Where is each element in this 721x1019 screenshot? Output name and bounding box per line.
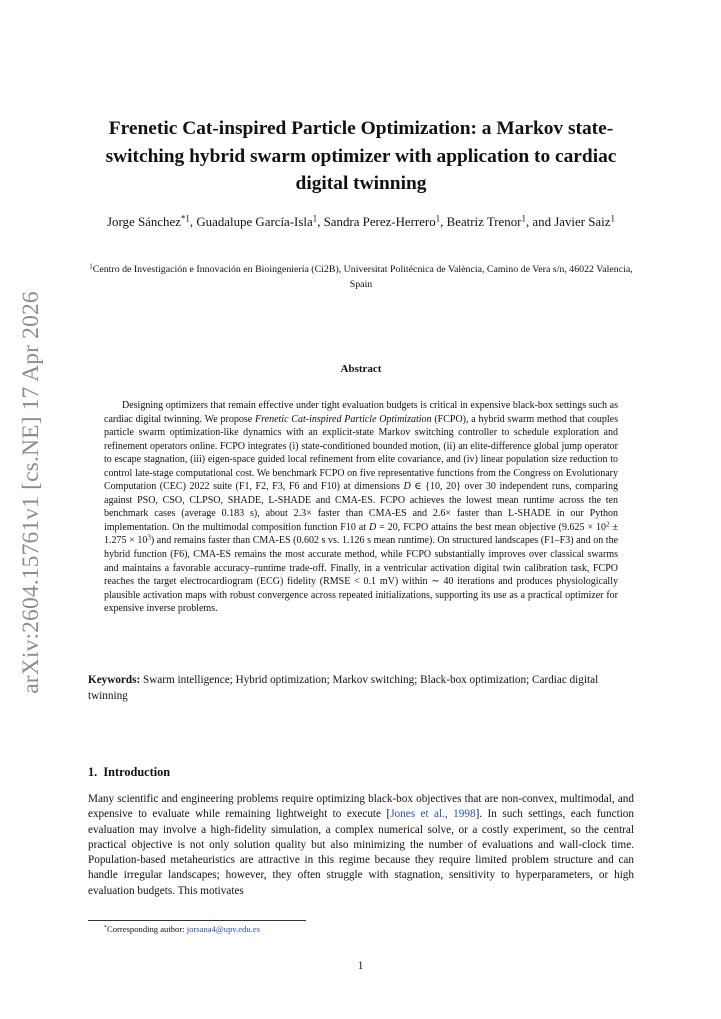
affiliation-mark: 1 — [89, 263, 93, 271]
author-affiliation-mark: 1 — [610, 213, 615, 224]
section-number: 1. — [88, 765, 98, 779]
arxiv-identifier-text: arXiv:2604.15761v1 [cs.NE] 17 Apr 2026 — [17, 290, 44, 694]
footnote — [104, 923, 260, 935]
footnote-label: Corresponding author: — [107, 924, 187, 934]
abstract-emphasis: D — [368, 521, 377, 533]
affiliation-text: Centro de Investigación e Innovación en Bioingeniería (Ci2B), Universitat Politécnica de València, Camino de Vera s/n, 46022 Valencia, Spain — [92, 264, 633, 290]
author-name: Javier Saiz — [554, 215, 611, 229]
author-name: Sandra Perez-Herrero — [323, 215, 436, 229]
author-name: Beatriz Trenor — [446, 215, 522, 229]
author-name: Jorge Sánchez — [107, 215, 181, 229]
citation-link[interactable]: Jones et al., 1998 — [390, 808, 476, 821]
page-number: 1 — [357, 960, 364, 972]
section-heading — [88, 765, 170, 780]
introduction-text: ]. In such settings, each function evaluation may involve a high-fidelity simulation, a complex numerical solve, or a costly experiment, so the central practical objective is not only solution quality but also minimizing the number of evaluations and wall-clock time. Population-based metaheuristics are attractive in this regime because they require limited problem structure and can handle irregular landscapes; however, they often struggle with stagnation, sensitivity to hyperparameters, or high evaluation budgets. This motivates — [88, 808, 634, 897]
introduction-body — [88, 792, 634, 899]
author-affiliation-mark: 1 — [312, 213, 318, 224]
footnote-mark: * — [104, 925, 108, 931]
footnote-divider — [88, 920, 306, 921]
keywords-label: Keywords: — [88, 674, 141, 686]
abstract-text: = 20, FCPO attains the best mean objective (9.625 × 10 — [376, 521, 607, 533]
paper-title: Frenetic Cat-inspired Particle Optimization: a Markov state-switching hybrid swarm optimizer with application to cardiac digital twinning — [105, 118, 617, 194]
section-title: Introduction — [103, 765, 171, 779]
affiliation — [88, 263, 634, 292]
abstract-text: ± 1.275 × 10 — [104, 521, 619, 547]
keywords-text: Swarm intelligence; Hybrid optimization; Markov switching; Black-box optimization; Cardiac digital twinning — [88, 674, 599, 702]
author-affiliation-mark: *1 — [180, 213, 190, 224]
abstract-heading: Abstract — [340, 363, 382, 375]
author-name: Guadalupe García-Isla — [196, 215, 313, 229]
abstract-superscript: 3 — [147, 533, 151, 542]
author-list: Jorge Sánchez$^{*1}$, Guadalupe García-Isla$^1$, Sandra Perez-Herrero$^1$, Beatriz Trenor$^1$, and Javier Saiz$^1$ — [107, 213, 615, 229]
author-affiliation-mark: 1 — [435, 213, 441, 224]
arxiv-identifier-stamp — [14, 290, 48, 694]
corresponding-email-link[interactable]: jorsana4@upv.edu.es — [186, 924, 260, 934]
abstract-body — [104, 399, 618, 616]
abstract-emphasis: D — [403, 481, 411, 493]
abstract-text: ) and remains faster than CMA-ES (0.602 s vs. 1.126 s mean runtime). On structured landscapes (F1–F3) and on the hybrid function (F6), CMA-ES remains the most accurate method, while FCPO substantially improves over classical swarms and maintains a favorable accuracy–runtime trade-off. Finally, in a ventricular activation digital twin calibration task, FCPO reaches the target electrocardiogram (ECG) fidelity (RMSE < 0.1 mV) within ∼ 40 iterations and produces physiologically plausible activation maps with robust convergence across repeated initializations, supporting its use as a practical optimizer for expensive inverse problems. — [104, 535, 619, 615]
author-affiliation-mark: 1 — [521, 213, 526, 224]
abstract-superscript: 2 — [606, 520, 610, 529]
abstract-text: ∈ {10, 20} over 30 independent runs, comparing against PSO, CSO, CLPSO, SHADE, L-SHADE and CMA-ES. FCPO achieves the lowest mean runtime across the ten benchmark cases (average 0.183 s), about 2.3× faster than CMA-ES and 2.6× faster than L-SHADE in our Python implementation. On the multimodal composition function F10 at — [104, 481, 618, 533]
keywords — [88, 672, 634, 704]
abstract-text: Designing optimizers that remain effective under tight evaluation budgets is critical in expensive black-box settings such as cardiac digital twinning. We propose — [104, 400, 618, 425]
abstract-text: (FCPO), a hybrid swarm method that couples particle swarm optimization-like dynamics with an explicit-state Markov switching controller to schedule exploration and refinement operators online. FCPO integrates (i) state-conditioned bounded motion, (ii) an elite-difference global jump operator to escape stagnation, (iii) eigen-space guided local refinement from elite covariance, and (iv) linear population size reduction to control late-stage computational cost. We benchmark FCPO on five representative functions from the Congress on Evolutionary Computation (CEC) 2022 suite (F1, F2, F3, F6 and F10) at dimensions — [104, 413, 619, 493]
abstract-emphasis: Frenetic Cat-inspired Particle Optimization — [255, 413, 432, 425]
introduction-text: Many scientific and engineering problems require optimizing black-box objectives that are non-convex, multimodal, and expensive to evaluate while remaining lightweight to execute [ — [88, 793, 634, 821]
